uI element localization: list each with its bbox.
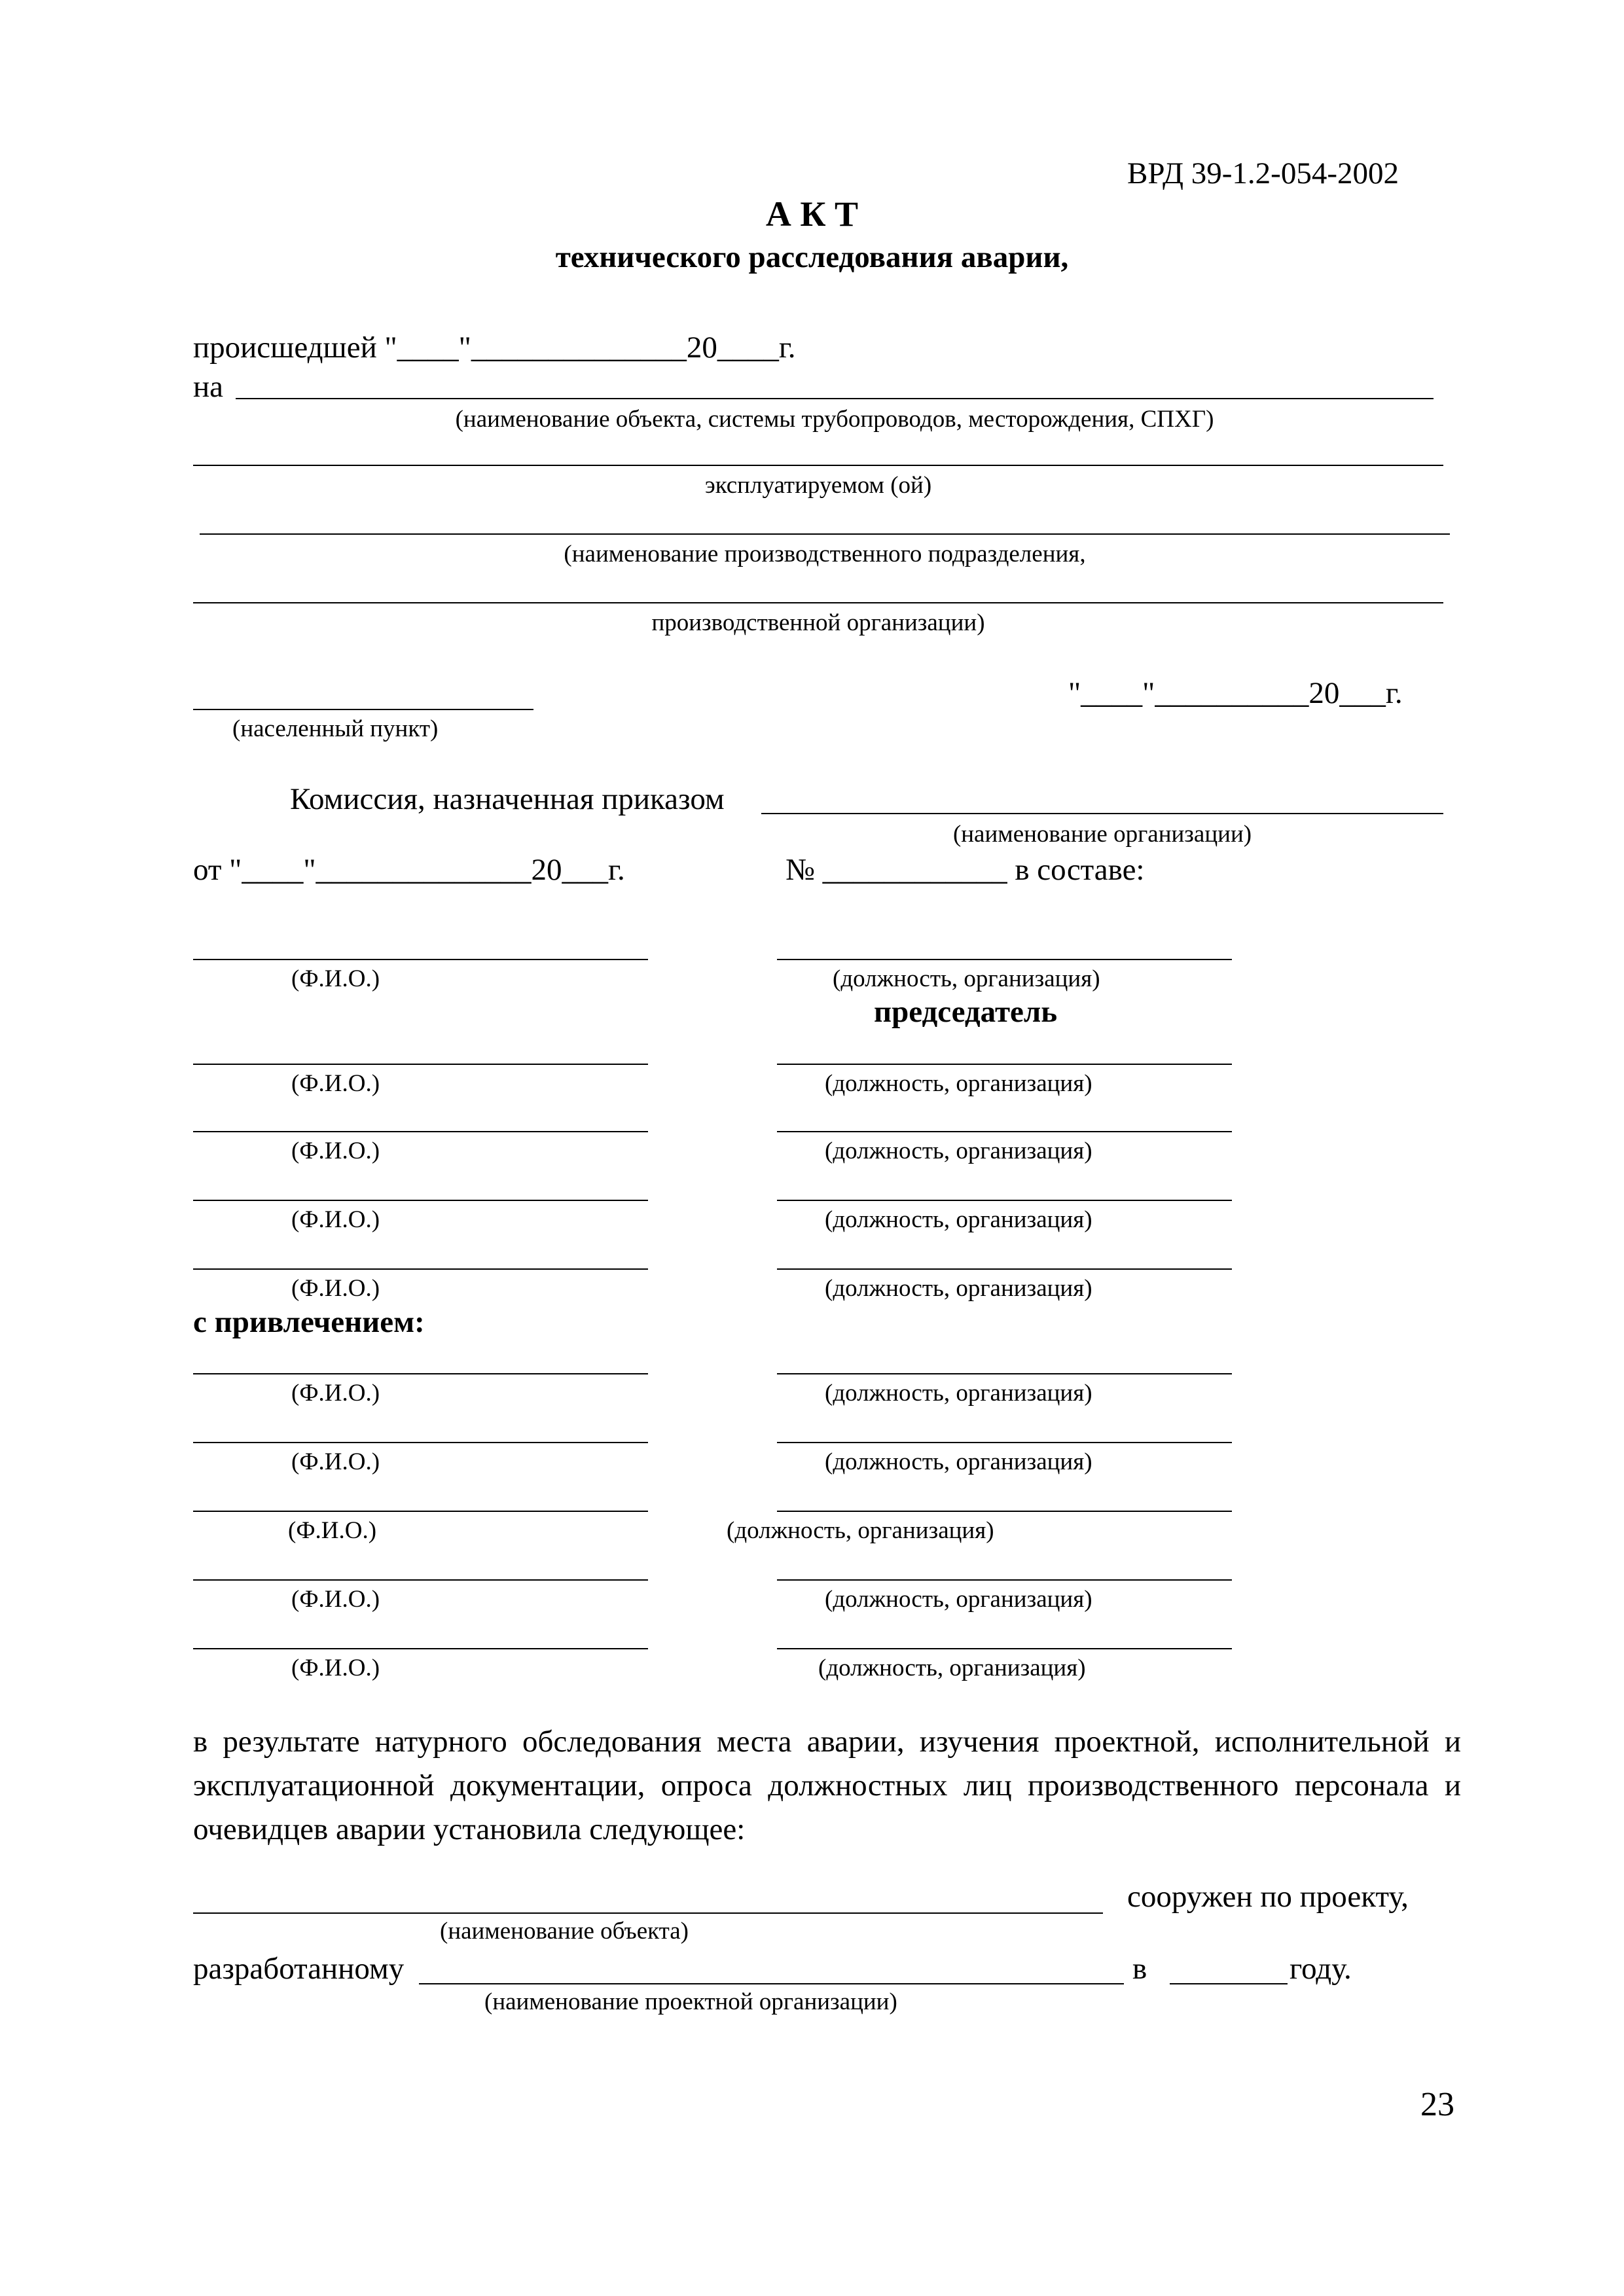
order-organization-caption: (наименование организации) xyxy=(952,821,1252,848)
commission-appointed-label: Комиссия, назначенная приказом xyxy=(290,782,725,816)
year-label: году. xyxy=(1290,1952,1352,1986)
organization-caption: производственной организации) xyxy=(651,609,985,636)
document-subtitle: технического расследования аварии, xyxy=(555,240,1069,274)
position-caption: (должность, организация) xyxy=(825,1586,1092,1613)
in-label: в xyxy=(1132,1952,1147,1986)
involved-position-line[interactable] xyxy=(777,1648,1232,1649)
member-position-line[interactable] xyxy=(777,1268,1232,1270)
involved-name-line[interactable] xyxy=(193,1648,648,1649)
member-name-line[interactable] xyxy=(193,1131,648,1132)
organization-line[interactable] xyxy=(193,602,1443,603)
object-name-caption: (наименование объекта, системы трубопроводов, месторождения, СПХГ) xyxy=(455,406,1214,433)
order-number-field[interactable]: № ____________ в составе: xyxy=(785,853,1145,887)
involved-name-line[interactable] xyxy=(193,1511,648,1512)
position-caption: (должность, организация) xyxy=(825,1448,1092,1475)
operated-caption: эксплуатируемом (ой) xyxy=(704,472,932,499)
findings-paragraph: в результате натурного обследования места аварии, изучения проектной, исполнительной и эксплуатационной документации, опроса должностных лиц производственного персонала и очевидцев аварии установила следующее: xyxy=(193,1725,1461,1846)
involving-label: с привлечением: xyxy=(193,1305,425,1339)
member-position-line[interactable] xyxy=(777,1200,1232,1201)
involved-name-line[interactable] xyxy=(193,1579,648,1581)
chairman-name-line[interactable] xyxy=(193,959,648,960)
page-number: 23 xyxy=(1420,2086,1454,2123)
member-name-line[interactable] xyxy=(193,1200,648,1201)
position-caption: (должность, организация) xyxy=(818,1655,1086,1681)
position-caption: (должность, организация) xyxy=(825,1070,1092,1097)
subdivision-line[interactable] xyxy=(200,533,1450,535)
name-caption: (Ф.И.О.) xyxy=(291,1448,380,1475)
object-name-line-2[interactable] xyxy=(193,465,1443,466)
design-org-line[interactable] xyxy=(419,1983,1124,1984)
position-caption: (должность, организация) xyxy=(825,1275,1092,1302)
act-date-field[interactable]: "____"__________20___г. xyxy=(1068,676,1403,710)
settlement-caption: (населенный пункт) xyxy=(232,715,439,742)
design-year-line[interactable] xyxy=(1170,1983,1288,1984)
name-caption: (Ф.И.О.) xyxy=(288,1517,377,1544)
position-caption: (должность, организация) xyxy=(727,1517,994,1544)
name-caption: (Ф.И.О.) xyxy=(291,1380,380,1407)
chairman-label: председатель xyxy=(874,995,1058,1029)
member-position-line[interactable] xyxy=(777,1064,1232,1065)
object-built-line[interactable] xyxy=(193,1912,1103,1914)
occurred-date-field[interactable]: происшедшей "____"______________20____г. xyxy=(193,331,796,365)
member-name-line[interactable] xyxy=(193,1064,648,1065)
settlement-line[interactable] xyxy=(193,709,533,710)
involved-position-line[interactable] xyxy=(777,1442,1232,1443)
on-label: на xyxy=(193,370,224,404)
order-date-field[interactable]: от "____"______________20___г. xyxy=(193,853,625,887)
document-title: А К Т xyxy=(765,194,859,234)
name-caption: (Ф.И.О.) xyxy=(291,1275,380,1302)
name-caption: (Ф.И.О.) xyxy=(291,1655,380,1681)
object-name-line[interactable] xyxy=(236,398,1434,399)
built-by-project-label: сооружен по проекту, xyxy=(1127,1880,1409,1914)
document-code: ВРД 39-1.2-054-2002 xyxy=(1127,156,1399,190)
chairman-position-line[interactable] xyxy=(777,959,1232,960)
name-caption: (Ф.И.О.) xyxy=(291,965,380,992)
developed-label: разработанному xyxy=(193,1952,405,1986)
name-caption: (Ф.И.О.) xyxy=(291,1138,380,1164)
position-caption: (должность, организация) xyxy=(825,1138,1092,1164)
order-organization-line[interactable] xyxy=(761,813,1443,814)
name-caption: (Ф.И.О.) xyxy=(291,1070,380,1097)
involved-position-line[interactable] xyxy=(777,1511,1232,1512)
member-position-line[interactable] xyxy=(777,1131,1232,1132)
object-name-caption-2: (наименование объекта) xyxy=(440,1918,689,1945)
design-org-caption: (наименование проектной организации) xyxy=(484,1988,897,2015)
name-caption: (Ф.И.О.) xyxy=(291,1586,380,1613)
involved-name-line[interactable] xyxy=(193,1373,648,1374)
position-caption: (должность, организация) xyxy=(825,1380,1092,1407)
involved-position-line[interactable] xyxy=(777,1373,1232,1374)
involved-position-line[interactable] xyxy=(777,1579,1232,1581)
name-caption: (Ф.И.О.) xyxy=(291,1206,380,1233)
position-caption: (должность, организация) xyxy=(825,1206,1092,1233)
subdivision-caption: (наименование производственного подразделения, xyxy=(564,541,1086,567)
position-caption: (должность, организация) xyxy=(833,965,1100,992)
involved-name-line[interactable] xyxy=(193,1442,648,1443)
member-name-line[interactable] xyxy=(193,1268,648,1270)
